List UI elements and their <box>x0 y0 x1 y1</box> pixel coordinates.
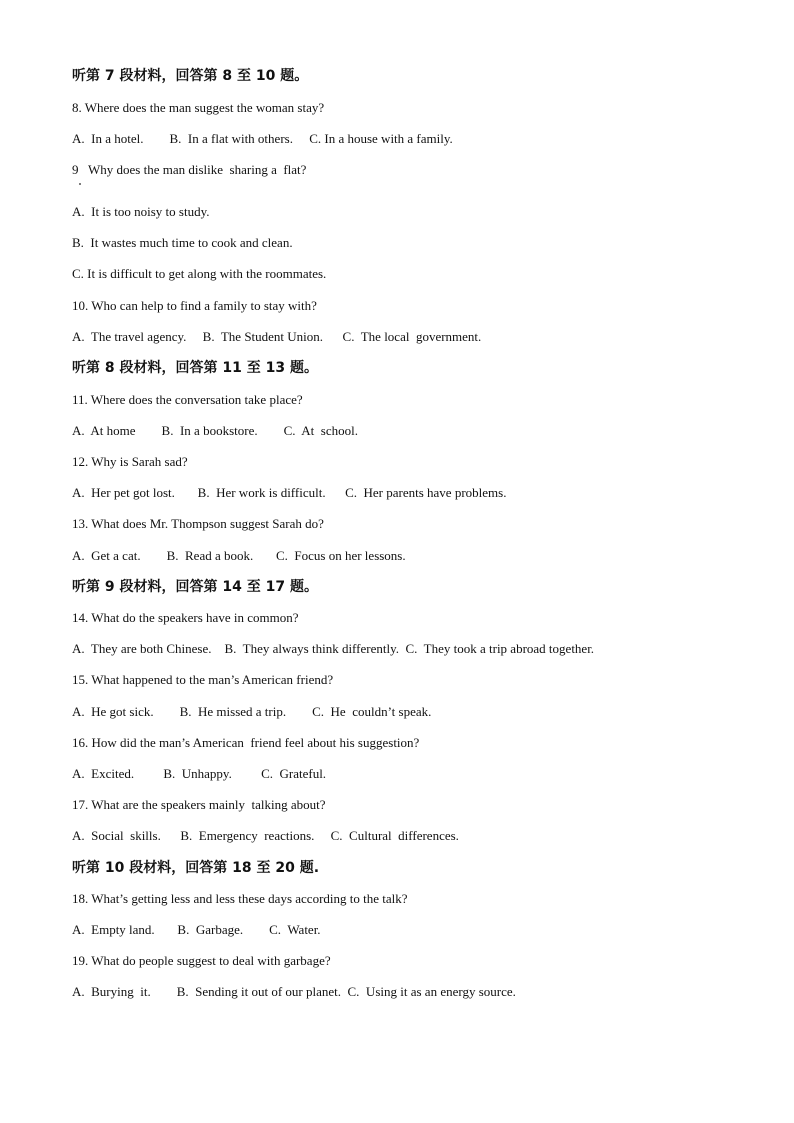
option-item: B. It wastes much time to cook and clean. <box>72 235 293 250</box>
option-item: C. It is difficult to get along with the roommates. <box>72 266 327 281</box>
question-text: 10. Who can help to find a family to stay with? <box>72 298 317 313</box>
section-heading: 听第 10 段材料，回答第 18 至 20 题. <box>72 860 320 876</box>
question-text: 13. What does Mr. Thompson suggest Sarah do? <box>72 516 324 531</box>
section-heading: 听第 9 段材料，回答第 14 至 17 题。 <box>72 579 318 595</box>
options-line: A. Empty land. B. Garbage. C. Water. <box>72 922 321 937</box>
question-text: 18. What’s getting less and less these days according to the talk? <box>72 891 408 906</box>
section-heading: 听第 8 段材料，回答第 11 至 13 题。 <box>72 360 318 376</box>
question-text: 9 Why does the man dislike sharing a flat? <box>72 162 307 177</box>
options-line: A. At home B. In a bookstore. C. At school. <box>72 423 358 438</box>
section-heading: 听第 7 段材料，回答第 8 至 10 题。 <box>72 68 309 84</box>
question-text: 12. Why is Sarah sad? <box>72 454 188 469</box>
question-text: 8. Where does the man suggest the woman stay? <box>72 100 325 115</box>
options-line: A. In a hotel. B. In a flat with others. C. In a house with a family. <box>72 131 453 146</box>
question-text: 17. What are the speakers mainly talking about? <box>72 797 326 812</box>
options-line: A. Get a cat. B. Read a book. C. Focus on her lessons. <box>72 548 406 563</box>
question-text: 16. How did the man’s American friend feel about his suggestion? <box>72 735 420 750</box>
options-line: A. He got sick. B. He missed a trip. C. He couldn’t speak. <box>72 704 432 719</box>
options-line: A. Her pet got lost. B. Her work is difficult. C. Her parents have problems. <box>72 485 507 500</box>
options-line: A. Social skills. B. Emergency reactions. C. Cultural differences. <box>72 828 459 843</box>
question-text: 14. What do the speakers have in common? <box>72 610 299 625</box>
question-text: 19. What do people suggest to deal with garbage? <box>72 953 331 968</box>
options-line: A. They are both Chinese. B. They always think differently. C. They took a trip abroad together. <box>72 641 595 656</box>
question-text: 11. Where does the conversation take place? <box>72 392 303 407</box>
options-line: A. Excited. B. Unhappy. C. Grateful. <box>72 766 327 781</box>
options-line: A. Burying it. B. Sending it out of our planet. C. Using it as an energy source. <box>72 984 516 999</box>
stray-dot <box>79 183 81 185</box>
option-item: A. It is too noisy to study. <box>72 204 210 219</box>
options-line: A. The travel agency. B. The Student Union. C. The local government. <box>72 329 482 344</box>
question-text: 15. What happened to the man’s American friend? <box>72 672 334 687</box>
